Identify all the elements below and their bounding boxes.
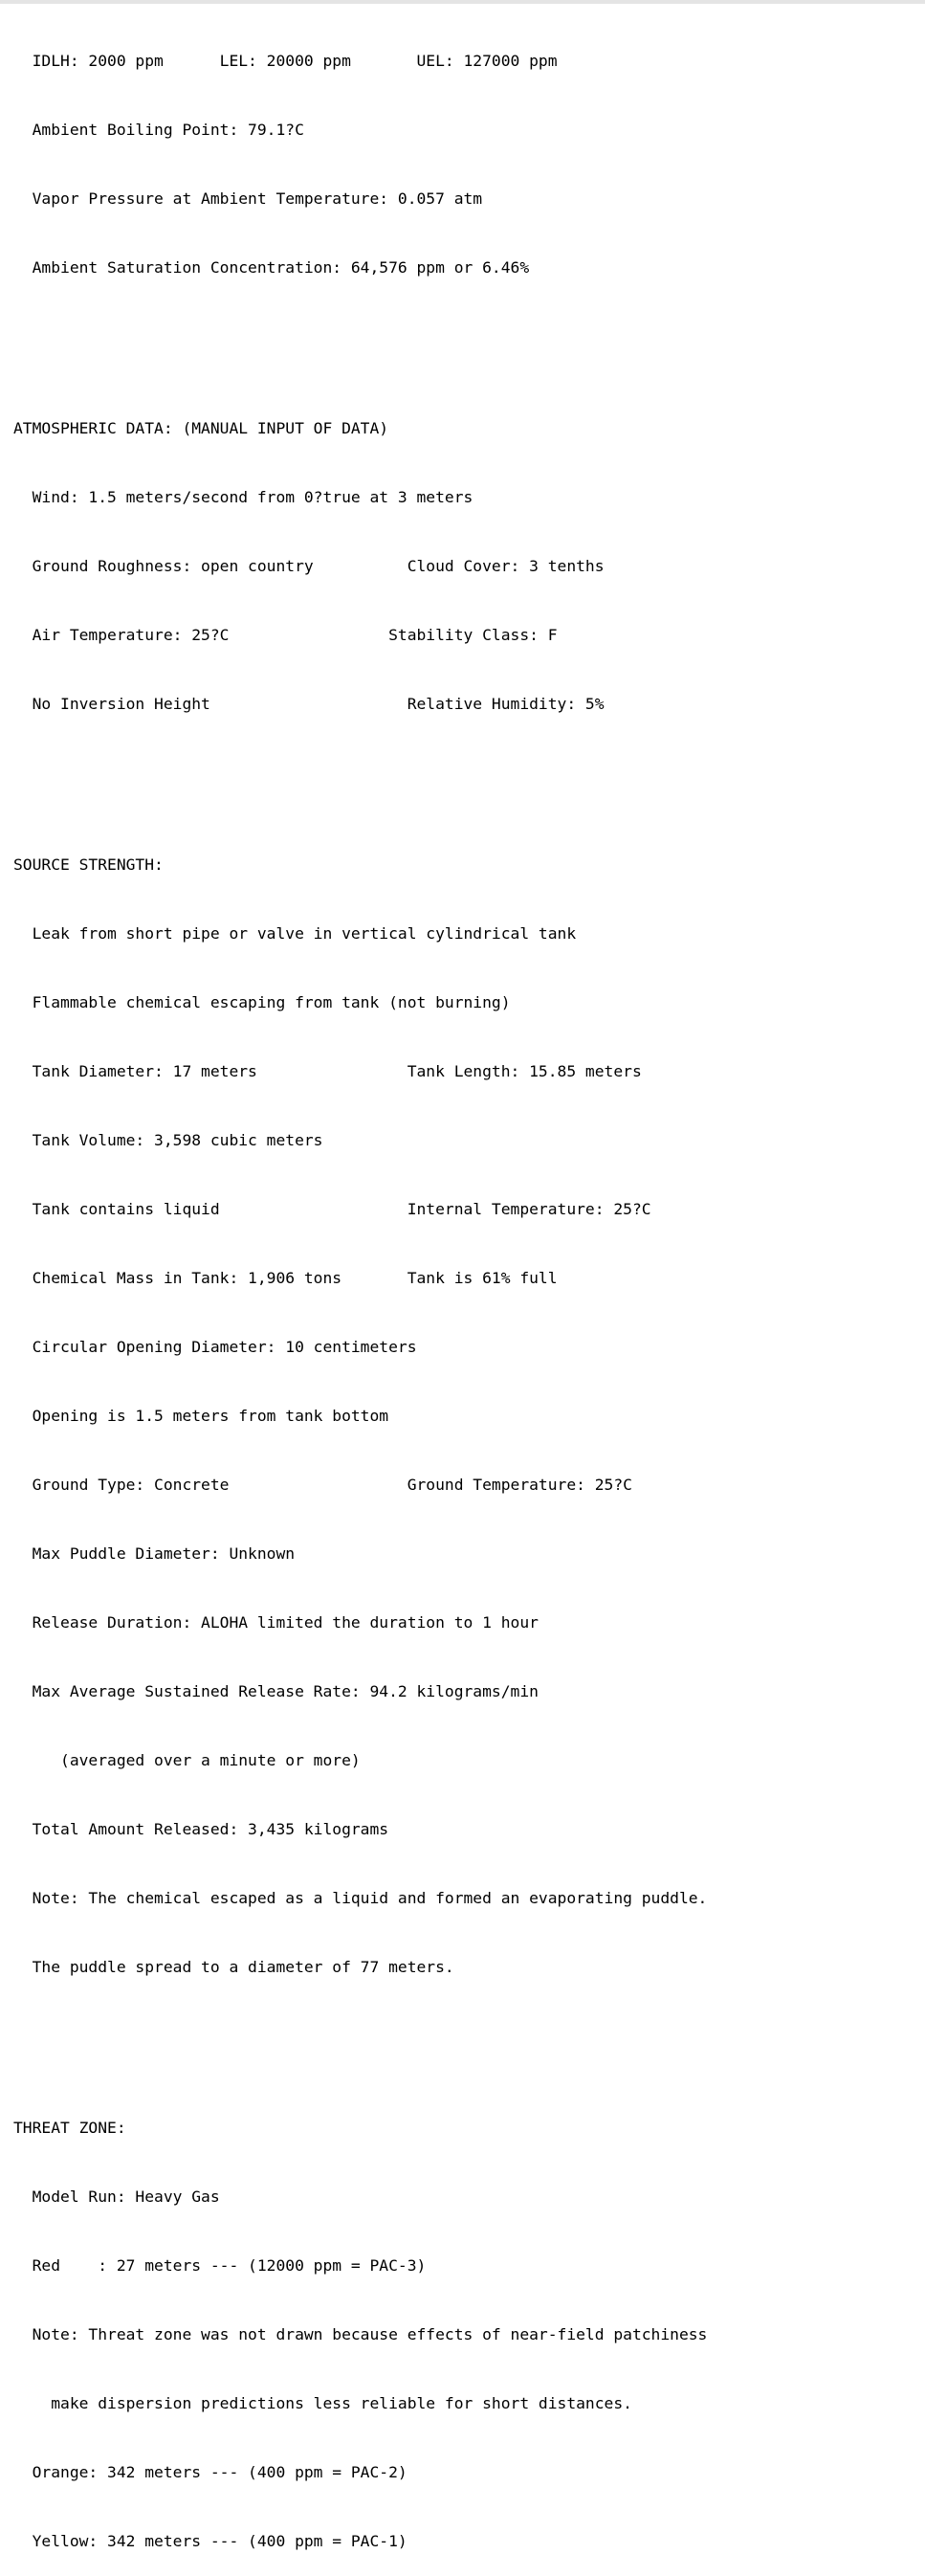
vapor-pressure-line: Vapor Pressure at Ambient Temperature: 0.057 atm <box>13 189 483 208</box>
tank-diameter-line: Tank Diameter: 17 meters Tank Length: 15.85 meters <box>13 1062 642 1080</box>
max-puddle-line: Max Puddle Diameter: Unknown <box>13 1544 296 1563</box>
saturation-concentration-line: Ambient Saturation Concentration: 64,576 ppm or 6.46% <box>13 258 530 277</box>
air-temperature-line: Air Temperature: 25?C Stability Class: F <box>13 626 558 644</box>
yellow-zone-line: Yellow: 342 meters --- (400 ppm = PAC-1) <box>13 2532 407 2550</box>
puddle-spread-line: The puddle spread to a diameter of 77 meters. <box>13 1958 454 1976</box>
source-strength-heading: SOURCE STRENGTH: <box>13 855 164 874</box>
blank-line <box>13 762 707 785</box>
threat-zone-heading: THREAT ZONE: <box>13 2119 126 2137</box>
leak-type-line: Leak from short pipe or valve in vertical cylindrical tank <box>13 924 577 943</box>
ground-roughness-line: Ground Roughness: open country Cloud Cover: 3 tenths <box>13 557 605 575</box>
red-zone-line: Red : 27 meters --- (12000 ppm = PAC-3) <box>13 2256 427 2275</box>
inversion-height-line: No Inversion Height Relative Humidity: 5% <box>13 695 605 713</box>
model-run-line: Model Run: Heavy Gas <box>13 2187 220 2206</box>
idlh-lel-uel-line: IDLH: 2000 ppm LEL: 20000 ppm UEL: 127000 ppm <box>13 52 558 70</box>
orange-zone-line: Orange: 342 meters --- (400 ppm = PAC-2) <box>13 2463 407 2481</box>
opening-diameter-line: Circular Opening Diameter: 10 centimeters <box>13 1338 417 1356</box>
opening-height-line: Opening is 1.5 meters from tank bottom <box>13 1407 389 1425</box>
chemical-mass-line: Chemical Mass in Tank: 1,906 tons Tank is 61% full <box>13 1269 558 1287</box>
total-released-line: Total Amount Released: 3,435 kilograms <box>13 1820 389 1838</box>
ground-type-line: Ground Type: Concrete Ground Temperature: 25?C <box>13 1476 632 1494</box>
release-rate-line: Max Average Sustained Release Rate: 94.2 kilograms/min <box>13 1682 539 1700</box>
tank-contents-line: Tank contains liquid Internal Temperature: 25?C <box>13 1200 651 1218</box>
flammable-line: Flammable chemical escaping from tank (not burning) <box>13 993 511 1011</box>
threat-note-line: Note: Threat zone was not drawn because effects of near-field patchiness <box>13 2325 708 2343</box>
atmospheric-heading: ATMOSPHERIC DATA: (MANUAL INPUT OF DATA) <box>13 419 389 437</box>
puddle-note-line: Note: The chemical escaped as a liquid and formed an evaporating puddle. <box>13 1889 708 1907</box>
tank-volume-line: Tank Volume: 3,598 cubic meters <box>13 1131 323 1149</box>
threat-note-continued-line: make dispersion predictions less reliable for short distances. <box>13 2394 632 2412</box>
blank-line <box>13 325 707 348</box>
blank-line <box>13 2025 707 2048</box>
aloha-text-summary <box>13 4 707 2576</box>
release-duration-line: Release Duration: ALOHA limited the duration to 1 hour <box>13 1613 539 1632</box>
release-rate-note-line: (averaged over a minute or more) <box>13 1751 361 1769</box>
wind-line: Wind: 1.5 meters/second from 0?true at 3 meters <box>13 488 474 506</box>
ambient-boiling-point-line: Ambient Boiling Point: 79.1?C <box>13 121 304 139</box>
